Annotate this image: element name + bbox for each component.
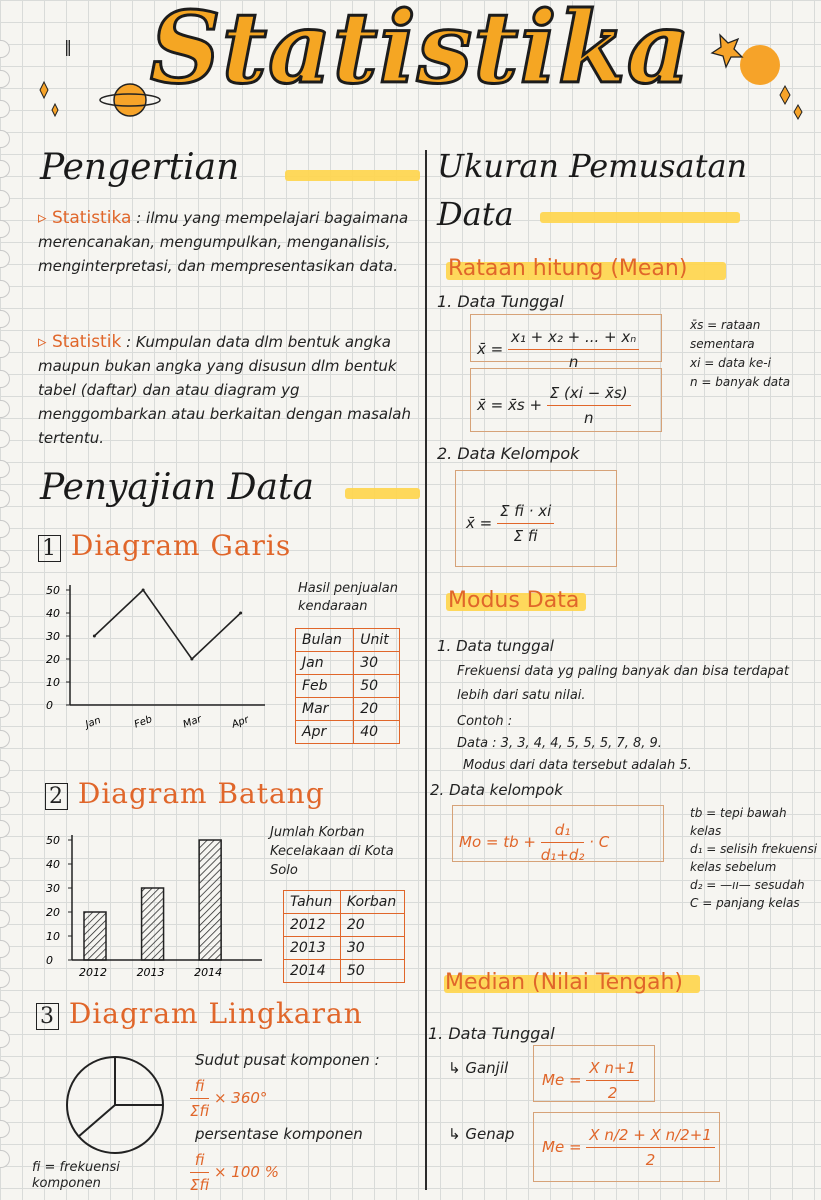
term-statistika: Statistika [51, 208, 132, 228]
x-tick-label: Mar [181, 713, 204, 731]
y-tick-label: 10 [46, 930, 60, 943]
median-genap-label: ↳ Genap [448, 1125, 515, 1143]
diagram-lingkaran-title: 3 Diagram Lingkaran [36, 1000, 363, 1028]
y-tick-label: 0 [46, 954, 53, 967]
diagram-batang-title: 2 Diagram Batang [45, 780, 325, 808]
pengertian-heading: Pengertian [40, 147, 240, 188]
modus-formula: Mo = tb + $\frac{\text{d₁}}{\text{d₁+d₂}}$ · C [452, 805, 664, 862]
batang-caption: Jumlah Korban Kecelakaan di Kota Solo [270, 825, 394, 878]
mean-legend: x̄s = rataan sementara xi = data ke-i n = banyak data [690, 318, 791, 389]
mean-tunggal-label: 1. Data Tunggal [437, 292, 564, 311]
sudut-formula: $\frac{fi}{\text{Σfi}}$ × 360° [190, 1074, 267, 1123]
persen-label: persentase komponen [195, 1125, 363, 1143]
sudut-label: Sudut pusat komponen : [195, 1051, 380, 1069]
modus-tunggal-label: 1. Data tunggal [437, 637, 554, 655]
definition-statistika: ▹ Statistika : ilmu yang mempelajari bagaimana merencanakan, mengumpulkan, menganalisis, menginterpretasi, dan mempresentasikan data. [38, 208, 409, 275]
mean-formula-3: x̄ = $\frac{\text{Σ fi · xi}}{\text{Σ fi}}$ [455, 470, 617, 567]
y-tick-label: 20 [46, 906, 60, 919]
modus-kelompok-label: 2. Data kelompok [430, 781, 563, 799]
x-tick-label: Feb [132, 713, 154, 731]
median-ganjil-label: ↳ Ganjil [448, 1059, 509, 1077]
y-tick-label: 50 [46, 584, 60, 597]
bar-chart [40, 830, 270, 980]
y-tick-label: 10 [46, 676, 60, 689]
median-title: Median (Nilai Tengah) [445, 970, 684, 995]
column-divider [425, 150, 427, 1190]
garis-caption: Hasil penjualan kendaraan [298, 581, 398, 614]
page-title: Statistika [150, 0, 692, 106]
persen-formula: $\frac{fi}{\text{Σfi}}$ × 100 % [190, 1148, 279, 1197]
garis-table: Bulan Unit Jan 30 Feb 50 Mar 20 Apr 40 [295, 628, 400, 744]
y-tick-label: 30 [46, 630, 60, 643]
median-tunggal-label: 1. Data Tunggal [428, 1024, 555, 1043]
x-tick-label: 2012 [79, 966, 107, 979]
desc-statistika: : ilmu yang mempelajari bagaimana merencanakan, mengumpulkan, menganalisis, menginterpretasi, dan mempresentasikan data. [38, 209, 409, 275]
modus-contoh-label: Contoh : [457, 714, 513, 729]
modus-title: Modus Data [448, 588, 580, 613]
modus-desc: Frekuensi data yg paling banyak dan bisa terdapat lebih dari satu nilai. [457, 664, 789, 703]
y-tick-label: 40 [46, 858, 60, 871]
line-point [239, 612, 242, 615]
modus-legend: tb = tepi bawah kelas d₁ = selisih frekuensi kelas sebelum d₂ = —ıı— sesudah C = panjang kelas [690, 806, 818, 910]
desc-statistik: : Kumpulan data dlm bentuk angka maupun bukan angka yang disusun dlm bentuk tabel (daftar) dan atau diagram yg menggombarkan atau berkaitan dengan masalah tertentu. [38, 333, 411, 447]
lingkaran-note: fi = frekuensi komponen [32, 1160, 120, 1191]
mean-kelompok-label: 2. Data Kelompok [437, 444, 580, 463]
mean-title: Rataan hitung (Mean) [448, 256, 688, 281]
line-point [190, 658, 193, 661]
y-tick-label: 30 [46, 882, 60, 895]
bar [84, 912, 106, 960]
y-tick-label: 40 [46, 607, 60, 620]
x-tick-label: 2013 [136, 966, 165, 979]
svg-text:‖: ‖ [64, 37, 72, 56]
bar [199, 840, 221, 960]
median-ganjil-formula: Me = $\frac{\text{X n+1}}{2}$ [533, 1045, 655, 1102]
penyajian-heading: Penyajian Data [40, 467, 314, 508]
y-tick-label: 50 [46, 834, 60, 847]
pie-chart-sketch [60, 1050, 170, 1160]
pemusatan-heading-1: Ukuran Pemusatan [437, 147, 748, 185]
term-statistik: Statistik [51, 332, 122, 352]
batang-table: Tahun Korban 2012 20 2013 30 2014 50 [283, 890, 405, 983]
pemusatan-heading-2: Data [437, 195, 514, 233]
planet-doodle-icon [30, 30, 170, 140]
x-tick-label: Jan [84, 714, 103, 731]
modus-contoh-data: Data : 3, 3, 4, 4, 5, 5, 5, 7, 8, 9. [457, 736, 662, 751]
y-tick-label: 0 [46, 699, 53, 712]
mean-formula-1: x̄ = $\frac{\text{x₁ + x₂ + ... + xₙ}}{n}$ [470, 314, 662, 362]
y-tick-label: 20 [46, 653, 60, 666]
median-genap-formula: Me = $\frac{\text{X n/2 + X n/2+1}}{2}$ [533, 1112, 720, 1182]
star-doodle-icon [690, 20, 810, 130]
line-chart [40, 575, 275, 745]
line-series [94, 590, 240, 659]
line-point [93, 635, 96, 638]
x-tick-label: Apr [230, 714, 251, 731]
x-tick-label: 2014 [194, 966, 223, 979]
bar [142, 888, 164, 960]
definition-statistik: ▹ Statistik : Kumpulan data dlm bentuk angka maupun bukan angka yang disusun dlm bentuk tabel (daftar) dan atau diagram yg menggombarkan atau berkaitan dengan masalah tertentu. [38, 332, 411, 447]
mean-formula-2: x̄ = x̄s + $\frac{\Sigma (xi - x̄s)}{n}$ [470, 368, 662, 432]
line-point [142, 589, 145, 592]
diagram-garis-title: 1 Diagram Garis [38, 532, 291, 560]
modus-contoh-result: Modus dari data tersebut adalah 5. [463, 758, 692, 773]
